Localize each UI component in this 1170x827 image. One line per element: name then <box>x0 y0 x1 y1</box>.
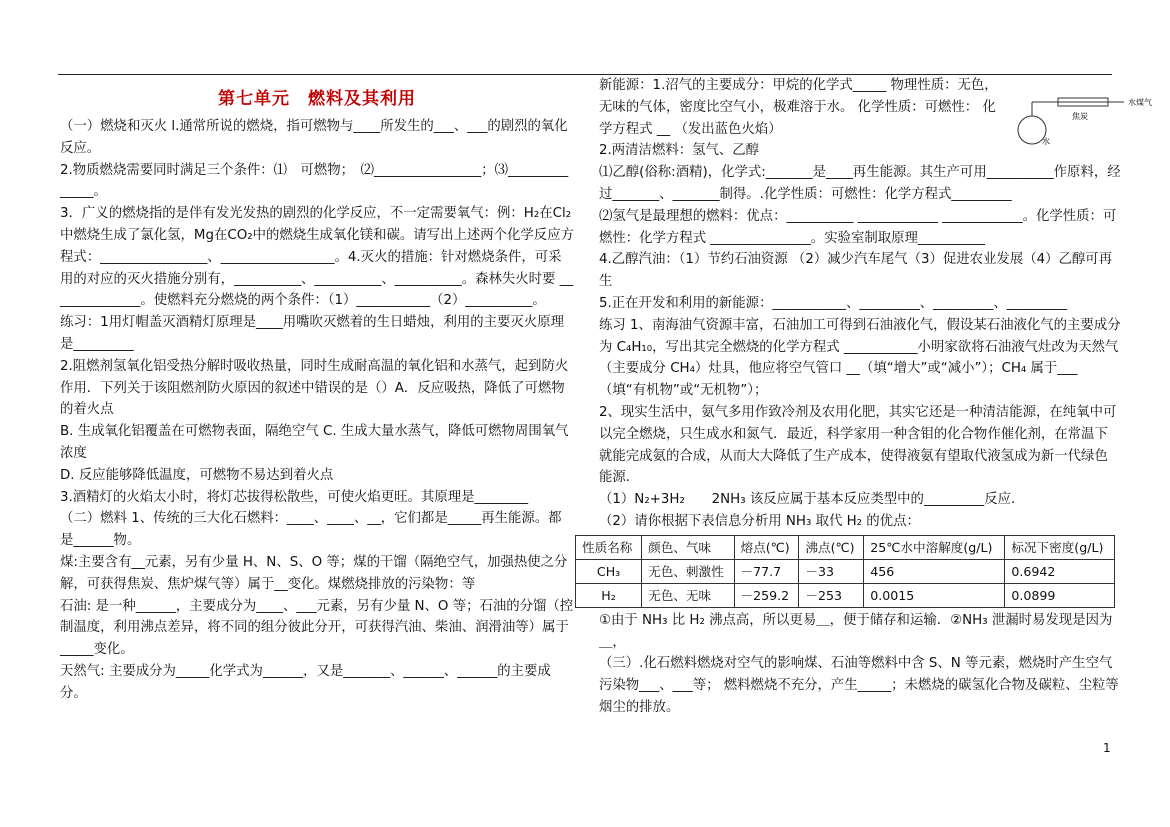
table-cell: －259.2 <box>734 583 799 607</box>
section-air-impact: （三）.化石燃料燃烧对空气的影响煤、石油等燃料中含 S、N 等元素，燃烧时产生空气污染物___、___等； 燃料燃烧不充分，产生_____；未燃烧的碳氢化合物及碳粒、尘粒等烟尘的排放。 <box>599 656 1119 715</box>
right-column <box>582 75 1121 719</box>
practice-2: 2.阻燃剂氢氧化铝受热分解时吸收热量，同时生成耐高温的氧化铝和水蒸气，起到防火作用．下列关于该阻燃剂防火原因的叙述中错误的是（）A．反应吸热，降低了可燃物的着火点 <box>60 358 569 418</box>
ethanol-gasoline: 4.乙醇汽油：（1）节约石油资源 （2）减少汽车尾气（3）促进农业发展（4）乙醇可再生 <box>599 252 1113 290</box>
new-energy-sources: 5.正在开发和利用的新能源：___________、_________、_________、_________ <box>599 295 1068 311</box>
apparatus-label: 水煤气 <box>1128 98 1152 107</box>
exercise-2: 2、现实生活中，氨气多用作致冷剂及农用化肥，其实它还是一种清洁能源，在纯氧中可以完全燃烧，只生成水和氮气．最近，科学家用一种含钼的化合物作催化剂，在常温下就能完成氨的合成，从而大大降低了生产成本，使得液氨有望取代液氢成为新一代绿色能源． <box>599 404 1117 486</box>
table-cell: 无色、无味 <box>642 583 734 607</box>
table-cell: 0.0899 <box>1005 583 1115 607</box>
apparatus-diagram <box>1012 92 1162 148</box>
apparatus-label: 焦炭 <box>1072 112 1088 121</box>
natural-gas: 天然气: 主要成分为_____化学式为______，又是_______、______、______的主要成分。 <box>60 663 551 701</box>
exercise-1: 练习 1、南海油气资源丰富，石油加工可得到石油液化气，假设某石油液化气的主要成分为 C₄H₁₀，写出其完全燃烧的化学方程式 ___________小明家欲将石油液气灶改为天然气（主要成分 CH₄）灶具，他应将空气管口 __（填“增大”或“减小”）；CH₄ 属于___（填“有机物”或“无机物”）； <box>599 317 1121 399</box>
petroleum: 石油: 是一种______，主要成分为____、___元素，另有少量 N、O 等；石油的分馏（控制温度，利用沸点差异，将不同的组分彼此分开，可获得汽油、柴油、润滑油等）属于_____变化。 <box>60 598 574 658</box>
table-cell: －253 <box>799 583 864 607</box>
exercise-2-q1: （1）N₂+3H₂ 2NH₃ 该反应属于基本反应类型中的_________反应． <box>599 492 1025 508</box>
left-column <box>60 86 574 705</box>
practice-3: 3.酒精灯的火焰太小时，将灯芯拔得松散些，可使火焰更旺。其原理是________ <box>60 489 529 505</box>
table-header: 25℃水中溶解度(g/L) <box>864 535 1005 559</box>
page-title: 第七单元 燃料及其利用 <box>218 89 416 109</box>
table-cell: －33 <box>799 559 864 583</box>
table-cell: 456 <box>864 559 1005 583</box>
table-cell: －77.7 <box>734 559 799 583</box>
option-b-c: B. 生成氧化铝覆盖在可燃物表面，隔绝空气 C. 生成大量水蒸气，降低可燃物周围氧气浓度 <box>60 424 569 461</box>
hydrogen: ⑵氢气是最理想的燃料：优点：__________ ____________ ____________。化学性质：可燃性：化学方程式 _______________。实验室制取原理__________ <box>599 208 1117 246</box>
table-header-row <box>576 535 1115 559</box>
combustion-conditions: 2.物质燃烧需要同时满足三个条件：⑴ 可燃物； ⑵________________；⑶______________。 <box>60 162 569 200</box>
table-row <box>576 559 1115 583</box>
table-header: 性质名称 <box>576 535 642 559</box>
table-cell: 0.6942 <box>1005 559 1115 583</box>
table-header: 颜色、气味 <box>642 535 734 559</box>
page-number: 1 <box>1103 741 1111 755</box>
table-cell: 0.0015 <box>864 583 1005 607</box>
table-header: 熔点(℃) <box>734 535 799 559</box>
coal: 煤:主要含有__元素，另有少量 H、N、S、O 等；煤的干馏（隔绝空气，加强热使之分解，可获得焦炭、焦炉煤气等）属于__变化。煤燃烧排放的污染物：等 <box>60 554 568 592</box>
broad-combustion: 3．广义的燃烧指的是伴有发光发热的剧烈的化学反应，不一定需要氧气：例：H₂在Cl₂中燃烧生成了氯化氢，Mg在CO₂中的燃烧生成氧化镁和碳。请写出上述两个化学反应方程式：________________、_________________。4.灭火的措施：针对燃烧条件，可采用的对应的灭火措施分别有，__________、__________、__________。森林失火时要 ______________。使燃料充分燃烧的两个条件：（1）___________（2）__________。 <box>60 206 574 309</box>
table-header: 沸点(℃) <box>799 535 864 559</box>
table-analysis: ①由于 NH₃ 比 H₂ 沸点高，所以更易＿，便于储存和运输．②NH₃ 泄漏时易发现是因为＿， <box>599 612 1113 650</box>
section-combustion: （一）燃烧和灭火 l.通常所说的燃烧，指可燃物与____所发生的___、___的剧烈的氧化反应。 <box>60 119 568 156</box>
table-cell: H₂ <box>576 583 642 607</box>
table-header: 标况下密度(g/L) <box>1005 535 1115 559</box>
properties-table <box>575 535 1115 608</box>
apparatus-label: 水 <box>1042 137 1050 146</box>
clean-fuels: 2.两清洁燃料：氢气、乙醇 <box>599 143 760 159</box>
exercise-2-q2: （2）请你根据下表信息分析用 NH₃ 取代 H₂ 的优点： <box>599 513 920 529</box>
option-d: D. 反应能够降低温度，可燃物不易达到着火点 <box>60 467 334 483</box>
table-cell: CH₃ <box>576 559 642 583</box>
ethanol: ⑴乙醇(俗称:酒精)，化学式:_______是____再生能源。其生产可用__________作原料，经过_______、_______制得。.化学性质：可燃性：化学方程式_________ <box>599 165 1121 202</box>
practice-1: 练习：1用灯帽盖灭酒精灯原理是____用嘴吹灭燃着的生日蜡烛，利用的主要灭火原理是_________ <box>60 315 564 352</box>
table-row <box>576 583 1115 607</box>
section-fuels: （二）燃料 1、传统的三大化石燃料：____、____、__，它们都是_____再生能源。都是______物。 <box>60 511 562 549</box>
table-cell: 无色、刺激性 <box>642 559 734 583</box>
new-energy: 新能源：1.沼气的主要成分：甲烷的化学式_____ 物理性质：无色，无味的气体，密度比空气小，极难溶于水。 化学性质：可燃性： 化学方程式 __ （发出蓝色火焰） <box>599 78 998 137</box>
